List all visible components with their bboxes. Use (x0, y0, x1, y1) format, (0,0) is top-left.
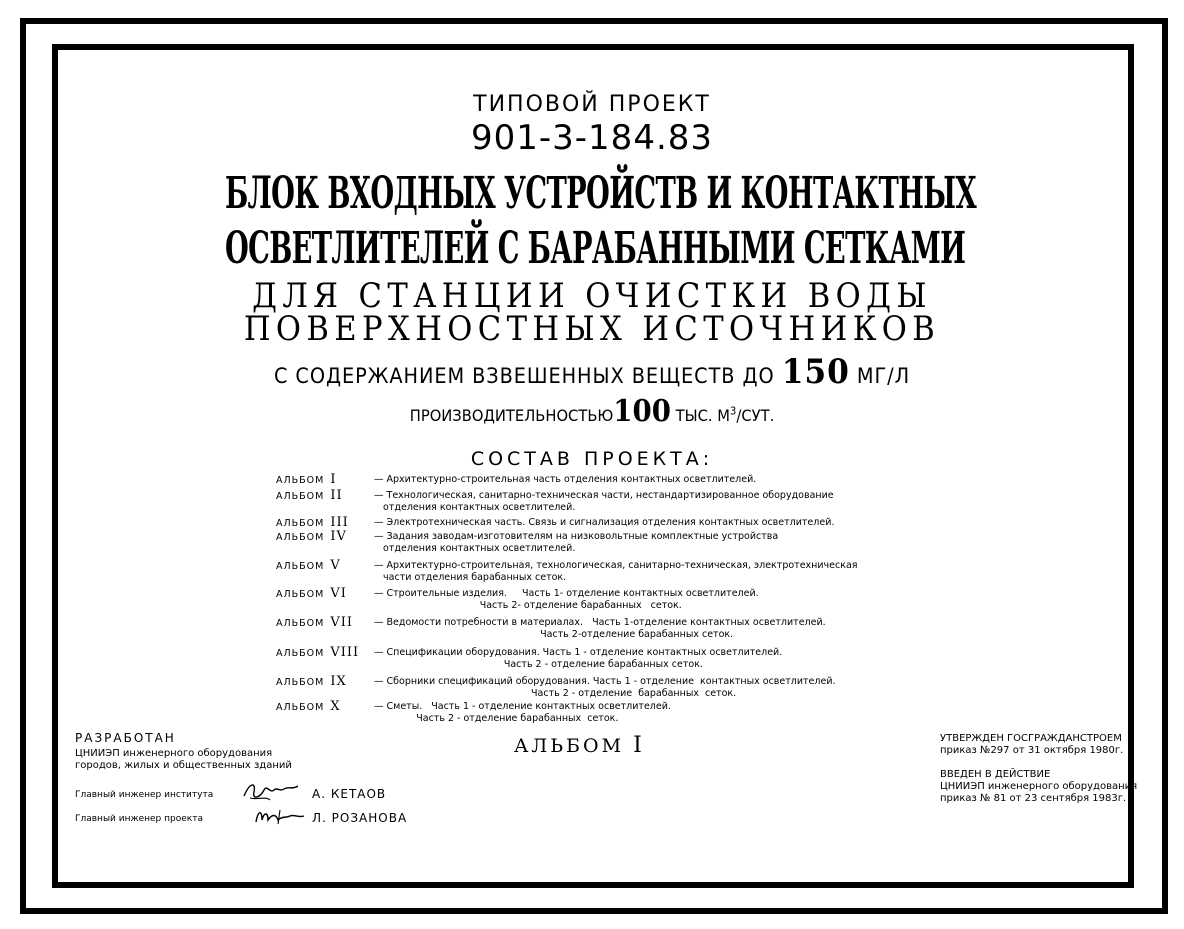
developer-org-line-2: городов, жилых и общественных зданий (75, 760, 292, 771)
capacity-prefix: ПРОИЗВОДИТЕЛЬНОСТЬЮ (409, 406, 614, 425)
title-line-3: ДЛЯ СТАНЦИИ ОЧИСТКИ ВОДЫ (252, 276, 932, 316)
project-type: ТИПОВОЙ ПРОЕКТ (473, 92, 711, 117)
signature-chief-institute (240, 778, 302, 804)
album-numeral: IV (330, 529, 347, 544)
album-description: — Электротехническая часть. Связь и сигнализация отделения контактных осветлителей. (374, 517, 835, 528)
signature-chief-project (252, 806, 308, 828)
album-numeral: V (330, 558, 341, 573)
album-description: — Сборники спецификаций оборудования. Часть 1 - отделение контактных осветлителей. Часть 2 - отделение барабанных сеток. (374, 676, 836, 699)
current-album-label: АЛЬБОМ (514, 735, 625, 757)
chief-institute-role: Главный инженер института (75, 790, 214, 800)
album-word: АЛЬБОМ (276, 561, 325, 572)
album-description: — Сметы. Часть 1 - отделение контактных осветлителей. Часть 2 - отделение барабанных сеток. (374, 701, 671, 724)
album-word: АЛЬБОМ (276, 532, 325, 543)
enactment-block (940, 769, 1137, 805)
project-number: 901-3-184.83 (470, 118, 714, 158)
album-numeral: VII (330, 615, 354, 630)
album-word: АЛЬБОМ (276, 648, 325, 659)
suspended-solids-value: 150 (781, 352, 850, 392)
album-description: — Задания заводам-изготовителям на низковольтные комплектные устройства отделения контактных осветлителей. (374, 531, 779, 554)
album-word: АЛЬБОМ (276, 702, 325, 713)
capacity-unit: ТЫС. М (675, 406, 730, 425)
current-album (514, 733, 645, 758)
suspended-solids-unit: МГ/Л (856, 364, 911, 388)
suspended-solids-line (47, 352, 1136, 392)
album-description: — Спецификации оборудования. Часть 1 - отделение контактных осветлителей. Часть 2 - отделение барабанных сеток. (374, 647, 783, 670)
album-numeral: VI (330, 586, 347, 601)
capacity-line (47, 394, 1136, 429)
approved-line-1: УТВЕРЖДЕН ГОСГРАЖДАНСТРОЕМ (940, 733, 1122, 744)
chief-project-role: Главный инженер проекта (75, 814, 203, 824)
enacted-line-3: приказ № 81 от 23 сентября 1983г. (940, 793, 1127, 804)
album-numeral: III (330, 515, 349, 530)
album-word: АЛЬБОМ (276, 677, 325, 688)
composition-title: СОСТАВ ПРОЕКТА: (470, 448, 714, 470)
enacted-line-2: ЦНИИЭП инженерного оборудования (940, 781, 1138, 792)
capacity-unit-sup: 3 (729, 404, 737, 418)
capacity-suffix: /СУТ. (736, 406, 775, 425)
chief-institute-name: А. КЕТАОВ (312, 787, 387, 801)
enacted-line-1: ВВЕДЕН В ДЕЙСТВИЕ (940, 769, 1051, 780)
current-album-numeral: I (633, 733, 645, 758)
album-numeral: I (330, 472, 337, 487)
suspended-solids-prefix: С СОДЕРЖАНИЕМ ВЗВЕШЕННЫХ ВЕЩЕСТВ ДО (273, 364, 775, 388)
developer-org (75, 748, 292, 772)
album-description: — Ведомости потребности в материалах. Часть 1-отделение контактных осветлителей. Часть 2-отделение барабанных сеток. (374, 617, 826, 640)
album-numeral: IX (330, 674, 347, 689)
approval-block (940, 733, 1123, 757)
album-description: — Архитектурно-строительная часть отделения контактных осветлителей. (374, 474, 757, 485)
album-description: — Технологическая, санитарно-техническая части, нестандартизированное оборудование отделения контактных осветлителей. (374, 490, 834, 513)
album-word: АЛЬБОМ (276, 491, 325, 502)
album-word: АЛЬБОМ (276, 475, 325, 486)
album-word: АЛЬБОМ (276, 589, 325, 600)
album-word: АЛЬБОМ (276, 518, 325, 529)
approved-line-2: приказ №297 от 31 октября 1980г. (940, 745, 1124, 756)
album-numeral: X (330, 699, 341, 714)
developer-org-line-1: ЦНИИЭП инженерного оборудования (75, 748, 273, 759)
title-line-2: ОСВЕТЛИТЕЛЕЙ С БАРАБАННЫМИ СЕТКАМИ (224, 223, 966, 274)
capacity-value: 100 (613, 394, 671, 429)
album-numeral: II (330, 488, 343, 503)
developer-heading: РАЗРАБОТАН (75, 731, 176, 745)
album-description: — Архитектурно-строительная, технологическая, санитарно-техническая, электротехническая части отделения барабанных сеток. (374, 560, 858, 583)
album-word: АЛЬБОМ (276, 618, 325, 629)
album-description: — Строительные изделия. Часть 1- отделение контактных осветлителей. Часть 2- отделение барабанных сеток. (374, 588, 759, 611)
chief-project-name: Л. РОЗАНОВА (312, 811, 408, 825)
title-line-1: БЛОК ВХОДНЫХ УСТРОЙСТВ И КОНТАКТНЫХ (224, 168, 976, 219)
title-line-4: ПОВЕРХНОСТНЫХ ИСТОЧНИКОВ (243, 309, 941, 349)
album-numeral: VIII (330, 645, 360, 660)
